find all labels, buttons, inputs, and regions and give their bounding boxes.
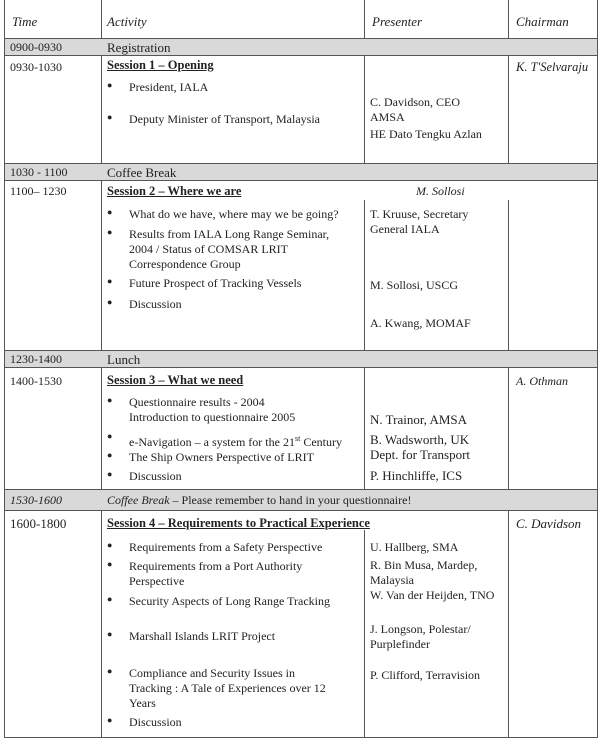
bullet-icon: ● bbox=[107, 297, 113, 307]
list-item-continuation: Introduction to questionnaire 2005 bbox=[129, 410, 296, 424]
presenter: P. Hinchliffe, ICS bbox=[370, 468, 463, 483]
presenter: B. Wadsworth, UK Dept. for Transport bbox=[370, 432, 471, 462]
time-session-3: 1400-1530 bbox=[10, 374, 62, 388]
band-registration bbox=[4, 38, 598, 55]
band-lunch bbox=[4, 350, 598, 367]
bullet-icon: ● bbox=[107, 395, 113, 405]
time-registration: 0900-0930 bbox=[10, 40, 62, 54]
rule bbox=[508, 55, 509, 164]
rule bbox=[4, 0, 5, 738]
header-presenter: Presenter bbox=[372, 14, 423, 29]
presenter: A. Kwang, MOMAF bbox=[370, 316, 471, 330]
bullet-icon: ● bbox=[107, 80, 113, 90]
moderator-session-2: M. Sollosi bbox=[416, 184, 465, 198]
session-1-title: Session 1 – Opening bbox=[107, 58, 214, 72]
presenter: HE Dato Tengku Azlan bbox=[370, 127, 482, 141]
presenter: P. Clifford, Terravision bbox=[370, 668, 481, 682]
header-activity: Activity bbox=[107, 14, 147, 29]
bullet-icon: ● bbox=[107, 450, 113, 460]
rule bbox=[364, 200, 365, 351]
rule bbox=[101, 510, 102, 738]
header-chairman: Chairman bbox=[516, 14, 569, 29]
rule bbox=[364, 0, 365, 39]
rule bbox=[4, 180, 598, 181]
presenter: U. Hallberg, SMA bbox=[370, 540, 459, 554]
presenter: W. Van der Heijden, TNO bbox=[370, 588, 495, 602]
rule bbox=[101, 180, 102, 351]
activity-coffee-1: Coffee Break bbox=[107, 165, 177, 180]
rule bbox=[101, 55, 102, 164]
session-4-title: Session 4 – Requirements to Practical Experience bbox=[107, 516, 370, 530]
chairman-session-4: C. Davidson bbox=[516, 516, 581, 531]
activity-coffee-2: Coffee Break – Please remember to hand in your questionnaire! bbox=[107, 493, 412, 507]
bullet-icon: ● bbox=[107, 559, 113, 569]
time-session-2: 1100– 1230 bbox=[10, 184, 67, 198]
rule bbox=[597, 0, 598, 738]
bullet-icon: ● bbox=[107, 629, 113, 639]
time-coffee-2: 1530-1600 bbox=[10, 493, 62, 507]
session-2-title: Session 2 – Where we are bbox=[107, 184, 242, 198]
presenter: T. Kruuse, Secretary General IALA bbox=[370, 207, 469, 236]
presenter: J. Longson, Polestar/ Purplefinder bbox=[370, 622, 471, 651]
presenter: R. Bin Musa, Mardep, Malaysia bbox=[370, 558, 478, 587]
time-session-1: 0930-1030 bbox=[10, 60, 62, 74]
rule bbox=[364, 55, 365, 164]
header-time: Time bbox=[12, 14, 38, 29]
session-3-title: Session 3 – What we need bbox=[107, 373, 244, 387]
presenter: C. Davidson, CEO AMSA bbox=[370, 95, 460, 124]
agenda-page: Time Activity Presenter Chairman 0900-0930 Registration 0930-1030 Session 1 – Opening K. T'Selvaraju ● President, IALA ● Deputy Minister of Transport, Malaysia C. Davidson, CEO AMSA HE Dato Tengku Azlan 1030 - 1100 Coffee Break 1100– 1230 Session 2 – Where we are M. Sollosi ● What do we have, where may we be going? ● Results from IALA Long Range Seminar, 2004 / Status of COMSAR LRIT Correspondence Group ● Future Prospect of Tracking Vessels ● Discussion T. Kruuse, Secretary General IALA M. Sollosi, USCG A. Kwang, MOMAF 1230-1400 Lunch 1400-1530 Session 3 – What we need A. Othman ● Questionnaire results - 2004 Introduction to questionnaire 2005 ● e-Navigation – a system for the 21st Century ● The Ship Owners Perspective of LRIT ● Discussion N. Trainor, AMSA B. Wadsworth, UK Dept. for Transport P. Hinchliffe, ICS 1530-1600 Coffee Break – Please remember to hand in your questionnaire! 1600-1800 Session 4 – Requirements to Practical Experience C. Davidson ● Requirements from a Safety Perspective ● Requirements from a Port Authority Perspective ● Security Aspects of Long Range Tracking ● Marshall Islands LRIT Project ● Compliance and Security Issues in Tracking : A Tale of Experiences over 12 Years ● Discussion U. Hallberg, SMA R. Bin Musa, Mardep, Malaysia W. Van der Heijden, TNO J. Longson, Polestar/ Purplefinder P. Clifford, Terravision bbox=[0, 0, 600, 742]
activity-registration: Registration bbox=[107, 40, 171, 55]
bullet-icon: ● bbox=[107, 666, 113, 676]
bullet-icon: ● bbox=[107, 715, 113, 725]
time-session-4: 1600-1800 bbox=[10, 516, 67, 531]
presenter: N. Trainor, AMSA bbox=[370, 412, 468, 427]
rule bbox=[101, 367, 102, 490]
bullet-icon: ● bbox=[107, 276, 113, 286]
activity-lunch: Lunch bbox=[107, 352, 141, 367]
presenter: M. Sollosi, USCG bbox=[370, 278, 459, 292]
chairman-session-1: K. T'Selvaraju bbox=[516, 60, 589, 74]
rule bbox=[364, 367, 365, 490]
bullet-icon: ● bbox=[107, 431, 113, 441]
rule bbox=[508, 0, 509, 39]
bullet-icon: ● bbox=[107, 469, 113, 479]
bullet-icon: ● bbox=[107, 112, 113, 122]
rule bbox=[364, 530, 365, 738]
time-coffee-1: 1030 - 1100 bbox=[10, 165, 68, 179]
time-lunch: 1230-1400 bbox=[10, 352, 62, 366]
bullet-icon: ● bbox=[107, 207, 113, 217]
band-coffee1 bbox=[4, 163, 598, 180]
rule bbox=[101, 0, 102, 39]
chairman-session-3: A. Othman bbox=[516, 374, 568, 388]
bullet-icon: ● bbox=[107, 540, 113, 550]
bullet-icon: ● bbox=[107, 227, 113, 237]
bullet-icon: ● bbox=[107, 594, 113, 604]
